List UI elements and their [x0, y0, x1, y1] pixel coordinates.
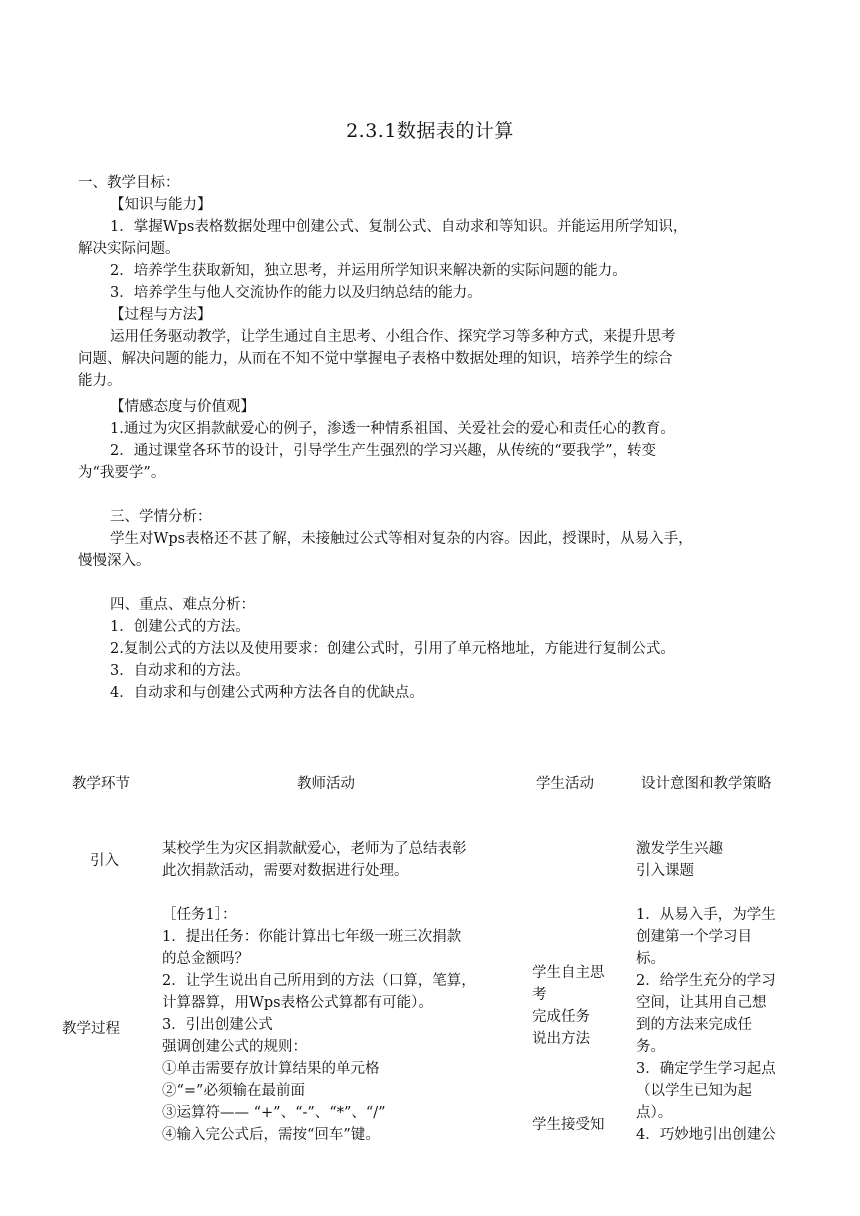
- document-title: 2.3.1数据表的计算: [346, 120, 514, 142]
- row1-teacher: [162, 838, 467, 882]
- knowledge-item-1-line-2: 解决实际问题。: [78, 241, 180, 257]
- row2-teacher-line: 计算器算，用Wps表格公式算都有可能）。: [162, 995, 433, 1011]
- row2-intent-line: 创建第一个学习目: [636, 929, 752, 945]
- table-header-student: 学生活动: [536, 776, 594, 792]
- row2-intent-line: （以学生已知为起: [636, 1083, 752, 1099]
- key-point-4: 4．自动求和与创建公式两种方法各自的优缺点。: [110, 685, 424, 701]
- row2-intent-line: 标。: [636, 951, 665, 967]
- key-points-heading: 四、重点、难点分析：: [110, 597, 255, 613]
- key-point-3: 3．自动求和的方法。: [110, 663, 250, 679]
- row2-teacher: [162, 904, 476, 1146]
- emotion-item-2-line-1: 2．通过课堂各环节的设计，引导学生产生强烈的学习兴趣，从传统的“要我学”，转变: [110, 443, 657, 459]
- table-header-stage: 教学环节: [72, 776, 130, 792]
- emotion-heading: 【情感态度与价值观】: [110, 399, 255, 415]
- row2-intent-line: 2．给学生充分的学习: [636, 973, 776, 989]
- row2-teacher-line: 强调创建公式的规则：: [162, 1039, 307, 1055]
- emotion-item-1: 1.通过为灾区捐款献爱心的例子，渗透一种情系祖国、关爱社会的爱心和责任心的教育。: [110, 421, 675, 437]
- row2-intent-line: 空间，让其用自己想: [636, 995, 767, 1011]
- row1-teacher-line-1: 某校学生为灾区捐款献爱心，老师为了总结表彰: [162, 841, 467, 857]
- row2-teacher-line: ②“=”必须输在最前面: [162, 1083, 305, 1099]
- row2-teacher-line: 的总金额吗？: [162, 951, 249, 967]
- table-header-intent: 设计意图和教学策略: [641, 776, 772, 792]
- row2-teacher-line: ③运算符—— “+”、“-”、“*”、“/”: [162, 1105, 386, 1121]
- row1-intent-line-1: 激发学生兴趣: [636, 841, 723, 857]
- process-line-2: 问题、解决问题的能力，从而在不知不觉中掌握电子表格中数据处理的知识，培养学生的综合: [78, 351, 673, 367]
- process-line-3: 能力。: [78, 373, 122, 389]
- key-point-1: 1．创建公式的方法。: [110, 619, 250, 635]
- row2-teacher-line: 3．引出创建公式: [162, 1017, 273, 1033]
- row1-teacher-line-2: 此次捐款活动，需要对数据进行处理。: [162, 863, 409, 879]
- row2-teacher-line: ［任务1］：: [162, 907, 237, 923]
- knowledge-item-2: 2．培养学生获取新知，独立思考，并运用所学知识来解决新的实际问题的能力。: [110, 263, 627, 279]
- row2-teacher-line: 2．让学生说出自己所用到的方法（口算，笔算，: [162, 973, 476, 989]
- process-heading: 【过程与方法】: [110, 307, 212, 323]
- row2-intent-line: 点）。: [636, 1105, 673, 1121]
- row2-intent-line: 1．从易入手，为学生: [636, 907, 776, 923]
- row2-student-line: 学生自主思: [532, 965, 605, 981]
- row2-intent-line: 到的方法来完成任: [636, 1017, 752, 1033]
- row2-intent: [636, 904, 776, 1146]
- table-header-teacher: 教师活动: [297, 776, 355, 792]
- analysis-line-2: 慢慢深入。: [78, 553, 151, 569]
- objectives-heading: 一、教学目标：: [78, 175, 180, 191]
- row1-intent: [636, 838, 723, 882]
- row2-student: [532, 962, 605, 1050]
- row1-stage: 引入: [90, 853, 119, 869]
- row2-stage: 教学过程: [62, 1021, 120, 1037]
- row2-student-accept: 学生接受知: [532, 1117, 605, 1133]
- row2-teacher-line: 1．提出任务：你能计算出七年级一班三次捐款: [162, 929, 462, 945]
- row1-intent-line-2: 引入课题: [636, 863, 694, 879]
- row2-intent-line: 4．巧妙地引出创建公: [636, 1127, 776, 1143]
- row2-teacher-line: ④输入完公式后，需按“回车”键。: [162, 1127, 380, 1143]
- process-line-1: 运用任务驱动教学，让学生通过自主思考、小组合作、探究学习等多种方式，来提升思考: [110, 329, 676, 345]
- row2-student-line: 考: [532, 987, 547, 1003]
- row2-student-line: 说出方法: [532, 1031, 590, 1047]
- analysis-heading: 三、学情分析：: [110, 509, 212, 525]
- analysis-line-1: 学生对Wps表格还不甚了解，未接触过公式等相对复杂的内容。因此，授课时，从易入手，: [110, 531, 693, 547]
- key-point-2: 2.复制公式的方法以及使用要求：创建公式时，引用了单元格地址，方能进行复制公式。: [110, 641, 675, 657]
- emotion-item-2-line-2: 为“我要学”。: [78, 465, 166, 481]
- row2-teacher-line: ①单击需要存放计算结果的单元格: [162, 1061, 380, 1077]
- row2-student-line: 完成任务: [532, 1009, 590, 1025]
- knowledge-heading: 【知识与能力】: [110, 197, 212, 213]
- knowledge-item-3: 3．培养学生与他人交流协作的能力以及归纳总结的能力。: [110, 285, 482, 301]
- row2-intent-line: 3．确定学生学习起点: [636, 1061, 776, 1077]
- row2-intent-line: 务。: [636, 1039, 665, 1055]
- knowledge-item-1-line-1: 1．掌握Wps表格数据处理中创建公式、复制公式、自动求和等知识。并能运用所学知识，: [110, 219, 688, 235]
